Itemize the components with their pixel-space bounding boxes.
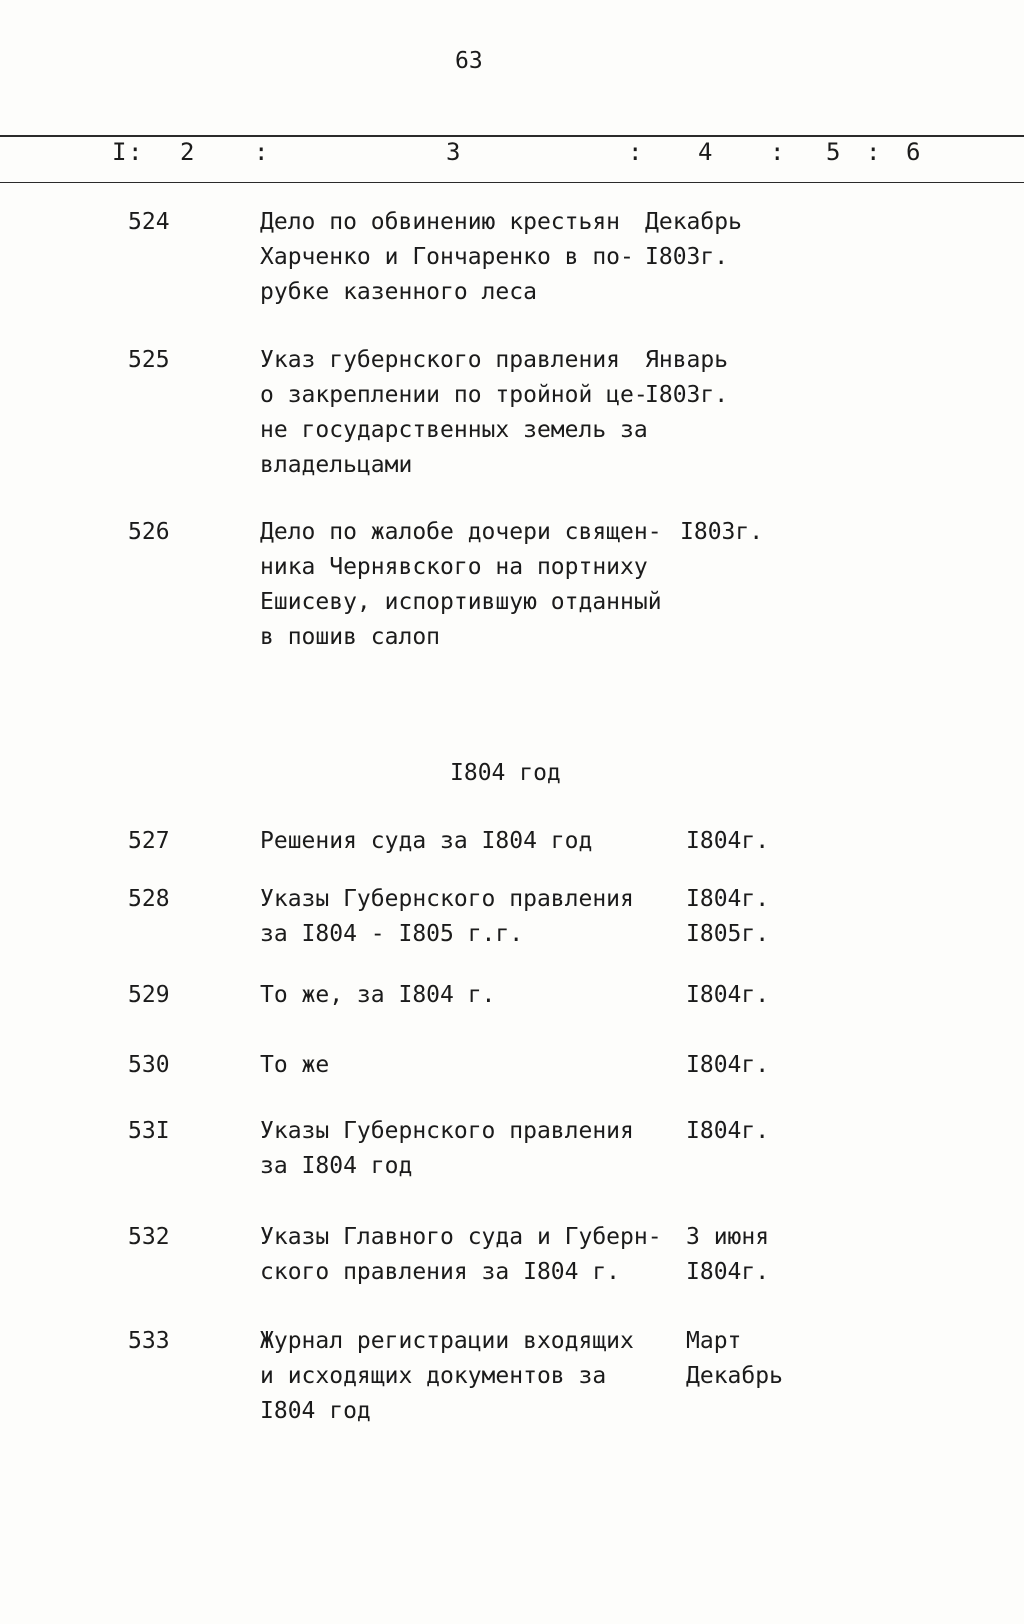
column-header-5: 5: [826, 138, 841, 166]
entry-number: 527: [128, 828, 170, 854]
entry-date: I804г.: [686, 828, 770, 854]
entry-description: Решения суда за I804 год: [260, 828, 593, 854]
column-header-2: 2: [180, 138, 195, 166]
entry-date: Январь I803г.: [645, 347, 729, 408]
section-heading: I804 год: [450, 760, 561, 786]
column-separator: :: [128, 138, 143, 166]
entry-number: 528: [128, 886, 170, 912]
entry-date: Март Декабрь: [686, 1328, 783, 1389]
column-header-4: 4: [698, 138, 713, 166]
entry-date: I804г.: [686, 1052, 770, 1078]
column-separator: :: [866, 138, 881, 166]
header-bottom-rule: [0, 182, 1024, 183]
entry-description: Дело по жалобе дочери священ- ника Чернявского на портниху Ешисеву, испортившую отданный в пошив салоп: [260, 519, 662, 650]
entry-date: I804г.: [686, 982, 770, 1008]
entry-number: 526: [128, 519, 170, 545]
entry-description: То же, за I804 г.: [260, 982, 496, 1008]
entry-number: 532: [128, 1224, 170, 1250]
entry-number: 529: [128, 982, 170, 1008]
entry-description: Дело по обвинению крестьян Харченко и Гончаренко в по- рубке казенного леса: [260, 209, 634, 305]
entry-number: 53I: [128, 1118, 170, 1144]
entry-description: То же: [260, 1052, 330, 1078]
column-header-3: 3: [446, 138, 461, 166]
entry-date: I804г. I805г.: [686, 886, 770, 947]
entry-description: Указы Губернского правления за I804 год: [260, 1118, 634, 1179]
page-number: 63: [455, 48, 483, 74]
column-separator: :: [628, 138, 643, 166]
header-top-rule: [0, 135, 1024, 137]
column-header-1: I: [112, 138, 127, 166]
entry-number: 524: [128, 209, 170, 235]
entry-description: Указ губернского правления о закреплении по тройной це- не государственных земель за владельцами: [260, 347, 648, 478]
entry-number: 533: [128, 1328, 170, 1354]
entry-description: Журнал регистрации входящих и исходящих документов за I804 год: [260, 1328, 634, 1424]
column-separator: :: [254, 138, 269, 166]
column-header-6: 6: [906, 138, 921, 166]
entry-date: Декабрь I803г.: [645, 209, 742, 270]
entry-number: 530: [128, 1052, 170, 1078]
entry-date: 3 июня I804г.: [686, 1224, 770, 1285]
entry-description: Указы Губернского правления за I804 - I805 г.г.: [260, 886, 634, 947]
entry-date: I803г.: [680, 519, 764, 545]
entry-number: 525: [128, 347, 170, 373]
column-separator: :: [770, 138, 785, 166]
entry-description: Указы Главного суда и Губерн- ского правления за I804 г.: [260, 1224, 662, 1285]
entry-date: I804г.: [686, 1118, 770, 1144]
